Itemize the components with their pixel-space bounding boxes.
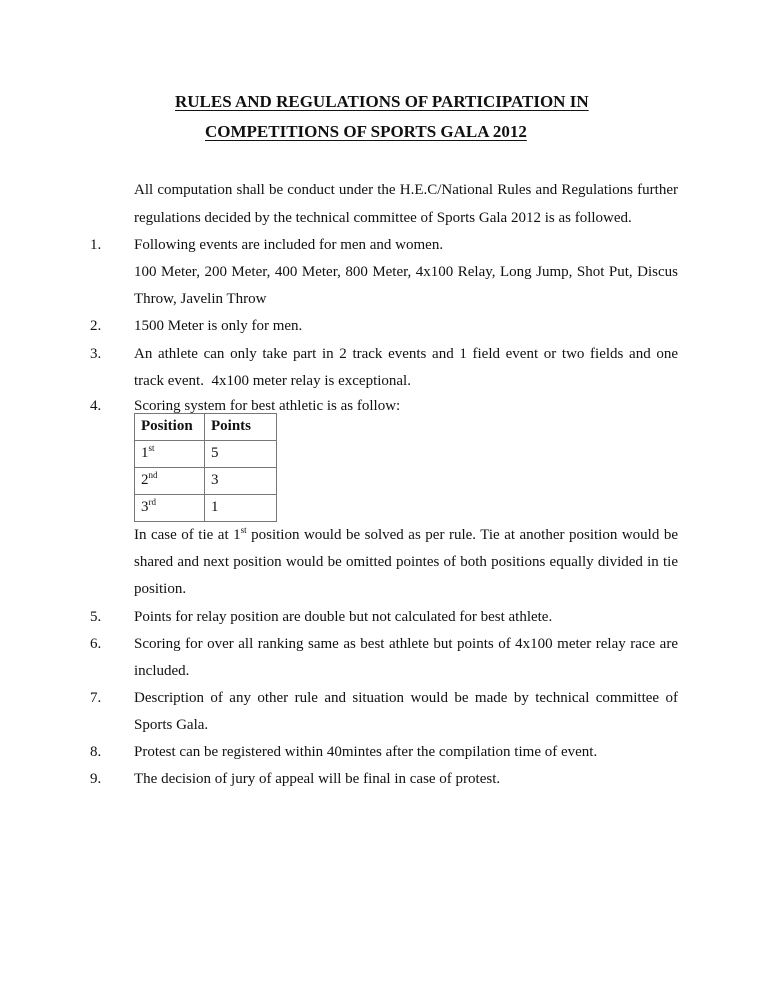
item-3-line-2: track event. 4x100 meter relay is exceptional. (134, 373, 411, 389)
tie-note-line-3: position. (134, 581, 187, 597)
table-row (135, 468, 277, 495)
tie-note-text: In case of tie at 1 (134, 527, 241, 543)
item-5-line-1: Points for relay position are double but not calculated for best athlete. (134, 609, 553, 625)
table-row (135, 441, 277, 468)
item-8-line-1: Protest can be registered within 40mintes after the compilation time of event. (134, 744, 598, 760)
intro-line-1: All computation shall be conduct under the H.E.C/National Rules and Regulations further (134, 182, 678, 198)
ordinal-suffix: nd (148, 470, 158, 480)
tie-note-text: position would be solved as per rule. Tie at another position would be (246, 527, 678, 543)
header-position: Position (135, 414, 205, 441)
item-7-line-2: Sports Gala. (134, 717, 209, 733)
item-6-number: 6. (90, 636, 102, 652)
item-9-number: 9. (90, 771, 102, 787)
position-value: 2 (141, 472, 149, 488)
position-cell (135, 441, 205, 468)
title-line-2: COMPETITIONS OF SPORTS GALA 2012 (205, 122, 527, 141)
points-cell: 3 (205, 468, 277, 495)
title-line-1: RULES AND REGULATIONS OF PARTICIPATION IN (175, 92, 589, 111)
scoring-table (134, 413, 277, 522)
item-1-line-2: 100 Meter, 200 Meter, 400 Meter, 800 Meter, 4x100 Relay, Long Jump, Shot Put, Discus (134, 264, 678, 280)
position-cell (135, 495, 205, 522)
item-1-number: 1. (90, 237, 102, 253)
header-points: Points (205, 414, 277, 441)
ordinal-suffix: st (148, 443, 155, 453)
item-4-number: 4. (90, 398, 102, 414)
position-value: 3 (141, 499, 149, 515)
item-7-number: 7. (90, 690, 102, 706)
ordinal-suffix: rd (148, 497, 156, 507)
item-6-line-1: Scoring for over all ranking same as best athlete but points of 4x100 meter relay race are (134, 636, 678, 652)
item-7-line-1: Description of any other rule and situation would be made by technical committee of (134, 690, 678, 706)
item-6-line-2: included. (134, 663, 190, 679)
tie-note-line-2: shared and next position would be omitted pointes of both positions equally divided in tie (134, 554, 678, 570)
intro-line-2: regulations decided by the technical committee of Sports Gala 2012 is as followed. (134, 210, 632, 226)
item-1-line-1: Following events are included for men and women. (134, 237, 444, 253)
item-4-line-1: Scoring system for best athletic is as follow: (134, 398, 401, 414)
points-cell: 5 (205, 441, 277, 468)
position-value: 1 (141, 445, 149, 461)
points-cell: 1 (205, 495, 277, 522)
item-2-line-1: 1500 Meter is only for men. (134, 318, 303, 334)
table-row (135, 495, 277, 522)
item-5-number: 5. (90, 609, 102, 625)
item-3-line-1: An athlete can only take part in 2 track events and 1 field event or two fields and one (134, 346, 678, 362)
item-8-number: 8. (90, 744, 102, 760)
tie-note-line-1 (134, 526, 678, 544)
position-cell (135, 468, 205, 495)
item-9-line-1: The decision of jury of appeal will be final in case of protest. (134, 771, 501, 787)
item-1-line-3: Throw, Javelin Throw (134, 291, 267, 307)
item-2-number: 2. (90, 318, 102, 334)
ordinal-suffix: st (240, 525, 247, 535)
item-3-number: 3. (90, 346, 102, 362)
scoring-table-header (135, 414, 277, 441)
